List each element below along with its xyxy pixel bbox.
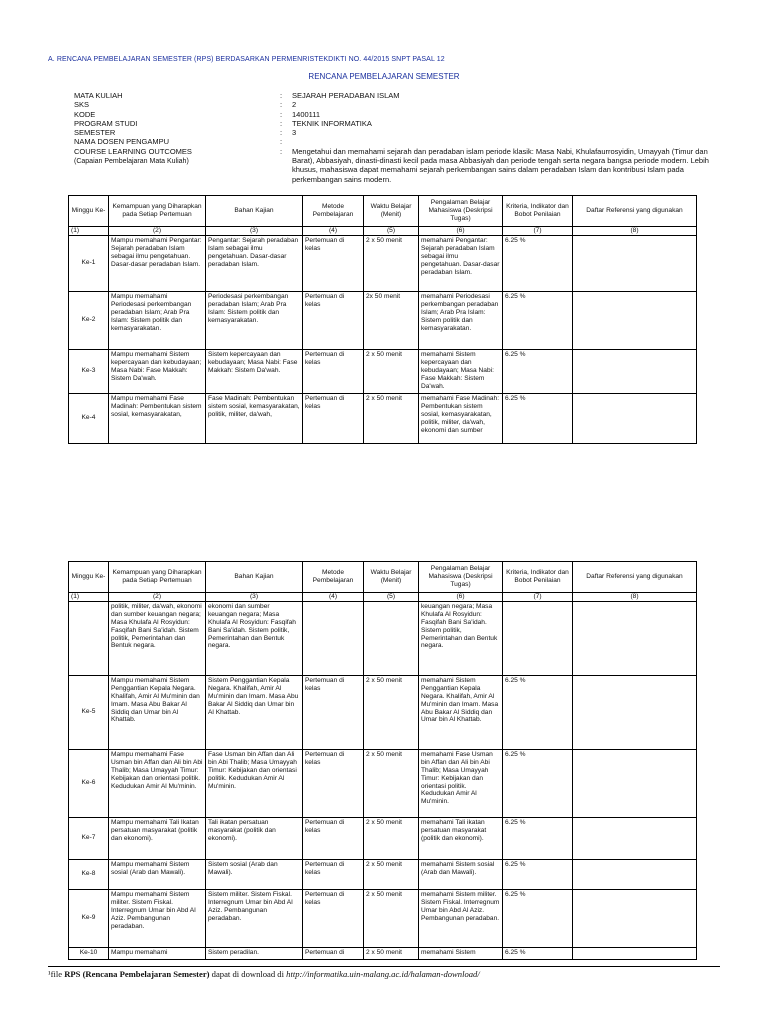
document-title: RENCANA PEMBELAJARAN SEMESTER [308,72,460,81]
column-number: (1) [69,593,109,602]
weight-cell: 6.25 % [503,393,573,443]
time-cell: 2 x 50 menit [364,349,419,393]
header-method: Metode Pembelajaran [303,196,364,227]
header-week: Minggu Ke- [69,196,109,227]
week-cell [69,601,109,675]
section-heading: A. RENCANA PEMBELAJARAN SEMESTER (RPS) BERDASARKAN PERMENRISTEKDIKTI NO. 44/2015 SNPT PASAL 12 [48,56,445,63]
method-cell: Pertemuan di kelas [303,859,364,889]
method-cell: Pertemuan di [303,947,364,959]
column-number: (8) [573,593,697,602]
weight-cell: 6.25 % [503,749,573,817]
meta-value: 3 [292,128,297,138]
table-row [69,675,697,749]
header-time: Waktu Belajar (Menit) [364,196,419,227]
table-row [69,235,697,291]
material-cell: Sistem sosial (Arab dan Mawali). [206,859,303,889]
reference-cell [573,817,697,859]
ability-cell: Mampu memahami Sistem kepercayaan dan kebudayaan; Masa Nabi: Fase Makkah: Sistem Da'wah. [109,349,206,393]
column-number: (6) [419,227,503,236]
experience-cell: memahami Sistem militer. Sistem Fiskal. Interregnum Umar bin Abd Al Aziz. Pembangunan peradaban. [419,889,503,947]
material-cell: Sistem Penggantian Kepala Negara. Khalifah, Amir Al Mu'minin dan Imam. Masa Abu Bakar Al Siddiq dan Umar bin Al Khattab. [206,675,303,749]
table-row [69,601,697,675]
time-cell: 2 x 50 menit [364,749,419,817]
header-experience: Pengalaman Belajar Mahasiswa (Deskripsi Tugas) [419,562,503,593]
reference-cell [573,947,697,959]
reference-cell [573,859,697,889]
experience-cell: memahami Pengantar: Sejarah peradaban Islam sebagai ilmu pengetahuan. Dasar-dasar peradaban Islam. [419,235,503,291]
footnote-prefix: file [50,969,65,979]
meta-row-semester: SEMESTER : 3 [74,128,714,137]
meta-value: TEKNIK INFORMATIKA [292,118,372,128]
table-row [69,947,697,959]
column-number: (3) [206,227,303,236]
week-cell: Ke-8 [69,859,109,889]
ability-cell: Mampu memahami Sistem sosial (Arab dan Mawali). [109,859,206,889]
column-number: (5) [364,593,419,602]
time-cell: 2 x 50 menit [364,235,419,291]
reference-cell [573,393,697,443]
weight-cell: 6.25 % [503,947,573,959]
table-row [69,859,697,889]
material-cell: Tali ikatan persatuan masyarakat (politik dan ekonomi). [206,817,303,859]
material-cell: Sistem peradilan. [206,947,303,959]
header-experience: Pengalaman Belajar Mahasiswa (Deskripsi Tugas) [419,196,503,227]
method-cell: Pertemuan di kelas [303,349,364,393]
column-number: (2) [109,227,206,236]
method-cell: Pertemuan di kelas [303,889,364,947]
clo-sublabel: (Capaian Pembelajaran Mata Kuliah) [74,158,189,166]
week-cell: Ke-5 [69,675,109,749]
meta-row-study-program: PROGRAM STUDI : TEKNIK INFORMATIKA [74,119,714,128]
column-number: (5) [364,227,419,236]
meta-label: NAMA DOSEN PENGAMPU [74,137,170,147]
experience-cell: memahami Fase Usman bin Affan dan Ali bin Abi Thalib; Masa Umayyah Timur: Kebijakan dan orientasi politik. Kedudukan Amir Al Mu'minin. [419,749,503,817]
week-cell: Ke-10 [69,947,109,959]
time-cell [364,601,419,675]
meta-value: 2 [292,100,297,110]
column-number-row [69,593,697,602]
clo-label: COURSE LEARNING OUTCOMES [74,146,192,156]
weight-cell: 6.25 % [503,235,573,291]
week-cell: Ke-7 [69,817,109,859]
ability-cell: Mampu memahami Sistem militer. Sistem Fiskal. Interregnum Umar bin Abd Al Aziz. Pembangunan peradaban. [109,889,206,947]
table-row [69,393,697,443]
weight-cell: 6.25 % [503,349,573,393]
header-reference: Daftar Referensi yang digunakan [573,196,697,227]
reference-cell [573,235,697,291]
reference-cell [573,291,697,349]
meta-label: SKS [74,100,90,110]
material-cell: Pengantar: Sejarah peradaban Islam sebagai ilmu pengetahuan. Dasar-dasar peradaban Islam. [206,235,303,291]
header-time: Waktu Belajar (Menit) [364,562,419,593]
footnote-marker: ¹ [48,969,51,979]
method-cell: Pertemuan di kelas [303,235,364,291]
method-cell: Pertemuan di kelas [303,675,364,749]
weight-cell [503,601,573,675]
meta-value [292,137,714,146]
meta-label: KODE [74,109,96,119]
footnote-middle: dapat di download di [209,969,287,979]
material-cell: ekonomi dan sumber keuangan negara; Masa Khulafa Al Rosyidun: Fasqifah Bani Sa'idah. Sistem politik, Pemerintahan dan Bentuk negara. [206,601,303,675]
meta-row-code: KODE : 1400111 [74,110,714,119]
rps-table-page-1 [68,195,697,444]
weight-cell: 6.25 % [503,859,573,889]
weight-cell: 6.25 % [503,817,573,859]
experience-cell: memahami Sistem Penggantian Kepala Negara. Khalifah, Amir Al Mu'minin dan Imam. Masa Abu Bakar Al Siddiq dan Umar bin Al Khattab. [419,675,503,749]
meta-row-course-name: MATA KULIAH : SEJARAH PERADABAN ISLAM [74,91,714,100]
table-header-row [69,196,697,227]
header-week: Minggu Ke- [69,562,109,593]
experience-cell: memahami Tali ikatan persatuan masyarakat (politik dan ekonomi). [419,817,503,859]
ability-cell: Mampu memahami Pengantar: Sejarah peradaban Islam sebagai ilmu pengetahuan. Dasar-dasar peradaban Islam. [109,235,206,291]
weight-cell: 6.25 % [503,291,573,349]
header-weight: Kriteria, Indikator dan Bobot Penilaian [503,196,573,227]
ability-cell: Mampu memahami Sistem Penggantian Kepala Negara. Khalifah, Amir Al Mu'minin dan Imam. Masa Abu Bakar Al Siddiq dan Umar bin Al Khattab. [109,675,206,749]
column-number: (4) [303,593,364,602]
meta-value: SEJARAH PERADABAN ISLAM [292,91,400,100]
time-cell: 2 x 50 menit [364,393,419,443]
meta-label: MATA KULIAH [74,91,123,100]
experience-cell: memahami Sistem sosial (Arab dan Mawali). [419,859,503,889]
column-number: (7) [503,593,573,602]
ability-cell: Mampu memahami [109,947,206,959]
week-cell: Ke-1 [69,235,109,291]
reference-cell [573,675,697,749]
weight-cell: 6.25 % [503,675,573,749]
header-method: Metode Pembelajaran [303,562,364,593]
material-cell: Fase Madinah: Pembentukan sistem sosial, kemasyarakatan, politik, militer, da'wah, [206,393,303,443]
time-cell: 2x 50 menit [364,291,419,349]
table-row [69,291,697,349]
column-number: (8) [573,227,697,236]
table-row [69,749,697,817]
meta-row-sks: SKS : 2 [74,100,714,109]
reference-cell [573,889,697,947]
experience-cell: memahami Sistem kepercayaan dan kebudayaan; Masa Nabi: Fase Makkah: Sistem Da'wah. [419,349,503,393]
method-cell: Pertemuan di kelas [303,817,364,859]
ability-cell: Mampu memahami Periodesasi perkembangan peradaban Islam; Arab Pra Islam: Sistem politik dan kemasyarakatan. [109,291,206,349]
header-material: Bahan Kajian [206,562,303,593]
reference-cell [573,349,697,393]
clo-value: Mengetahui dan memahami sejarah dan peradaban islam periode klasik: Masa Nabi, Khulafaurrosyidin, Umayyah (Timur dan Barat), Abbasiyah, dinasti-dinasti kecil pada masa Abbasiyah dan periode tengah serta negara bangsa periode modern. Lebih khusus, mahasiswa dapat memahami sejarah perkembangan sains dalam peradaban Islam dan kontribusi Islam pada perkembangan sains modern. [292,146,709,184]
experience-cell: memahami Fase Madinah: Pembentukan sistem sosial, kemasyarakatan, politik, militer, da'wah, ekonomi dan sumber [419,393,503,443]
method-cell [303,601,364,675]
rps-table-page-2 [68,561,697,960]
time-cell: 2 x 50 menit [364,817,419,859]
column-number-row [69,227,697,236]
footnote-bold: RPS (Rencana Pembelajaran Semester) [64,969,210,979]
reference-cell [573,749,697,817]
method-cell: Pertemuan di kelas [303,749,364,817]
week-cell: Ke-3 [69,349,109,393]
header-reference: Daftar Referensi yang digunakan [573,562,697,593]
table-row [69,817,697,859]
method-cell: Pertemuan di kelas [303,393,364,443]
column-number: (4) [303,227,364,236]
experience-cell: memahami Sistem [419,947,503,959]
footer-divider [48,966,720,967]
table-row [69,349,697,393]
time-cell: 2 x 50 menit [364,947,419,959]
method-cell: Pertemuan di kelas [303,291,364,349]
header-ability: Kemampuan yang Diharapkan pada Setiap Pertemuan [109,196,206,227]
time-cell: 2 x 50 menit [364,889,419,947]
time-cell: 2 x 50 menit [364,675,419,749]
material-cell: Fase Usman bin Affan dan Ali bin Abi Thalib; Masa Umayyah Timur: Kebijakan dan orientasi politik. Kedudukan Amir Al Mu'minin. [206,749,303,817]
header-weight: Kriteria, Indikator dan Bobot Penilaian [503,562,573,593]
week-cell: Ke-9 [69,889,109,947]
material-cell: Periodesasi perkembangan peradaban Islam; Arab Pra Islam: Sistem politik dan kemasyarakatan. [206,291,303,349]
ability-cell: Mampu memahami Tali Ikatan persatuan masyarakat (politik dan ekonomi). [109,817,206,859]
ability-cell: politik, militer, da'wah, ekonomi dan sumber keuangan negara; Masa Khulafa Al Rosyidun: Fasqifah Bani Sa'idah. Sistem politik, Pemerintahan dan Bentuk negara. [109,601,206,675]
week-cell: Ke-4 [69,393,109,443]
time-cell: 2 x 50 menit [364,859,419,889]
week-cell: Ke-2 [69,291,109,349]
meta-label: SEMESTER [74,128,116,138]
course-meta [74,91,714,184]
material-cell: Sistem militer. Sistem Fiskal. Interregnum Umar bin Abd Al Aziz. Pembangunan peradaban. [206,889,303,947]
table-row [69,889,697,947]
ability-cell: Mampu memahami Fase Usman bin Affan dan Ali bin Abi Thalib; Masa Umayyah Timur: Kebijakan dan orientasi politik. Kedudukan Amir Al Mu'minin. [109,749,206,817]
material-cell: Sistem kepercayaan dan kebudayaan; Masa Nabi: Fase Makkah: Sistem Da'wah. [206,349,303,393]
meta-row-clo: COURSE LEARNING OUTCOMES (Capaian Pembelajaran Mata Kuliah) : Mengetahui dan memahami sejarah dan peradaban islam periode klasik: Masa Nabi, Khulafaurrosyidin, Umayyah (Timur dan Barat), Abbasiyah, dinasti-dinasti kecil pada masa Abbasiyah dan periode tengah serta negara bangsa periode modern. Lebih khusus, mahasiswa dapat memahami sejarah perkembangan sains dalam peradaban Islam dan kontribusi Islam pada perkembangan sains modern. [74,147,714,184]
table-header-row [69,562,697,593]
meta-row-lecturer: NAMA DOSEN PENGAMPU : [74,137,714,146]
footnote-url-link[interactable]: http://informatika.uin-malang.ac.id/halaman-download/ [286,969,480,979]
week-cell: Ke-6 [69,749,109,817]
column-number: (1) [69,227,109,236]
header-ability: Kemampuan yang Diharapkan pada Setiap Pertemuan [109,562,206,593]
footnote [48,969,480,979]
meta-value: 1400111 [292,109,321,119]
column-number: (2) [109,593,206,602]
reference-cell [573,601,697,675]
column-number: (6) [419,593,503,602]
experience-cell: memahami Periodesasi perkembangan peradaban Islam; Arab Pra Islam: Sistem politik dan kemasyarakatan. [419,291,503,349]
experience-cell: keuangan negara; Masa Khulafa Al Rosyidun: Fasqifah Bani Sa'idah. Sistem politik, Pemerintahan dan Bentuk negara. [419,601,503,675]
meta-label: PROGRAM STUDI [74,118,138,128]
column-number: (7) [503,227,573,236]
weight-cell: 6.25 % [503,889,573,947]
header-material: Bahan Kajian [206,196,303,227]
ability-cell: Mampu memahami Fase Madinah: Pembentukan sistem sosial, kemasyarakatan, [109,393,206,443]
column-number: (3) [206,593,303,602]
